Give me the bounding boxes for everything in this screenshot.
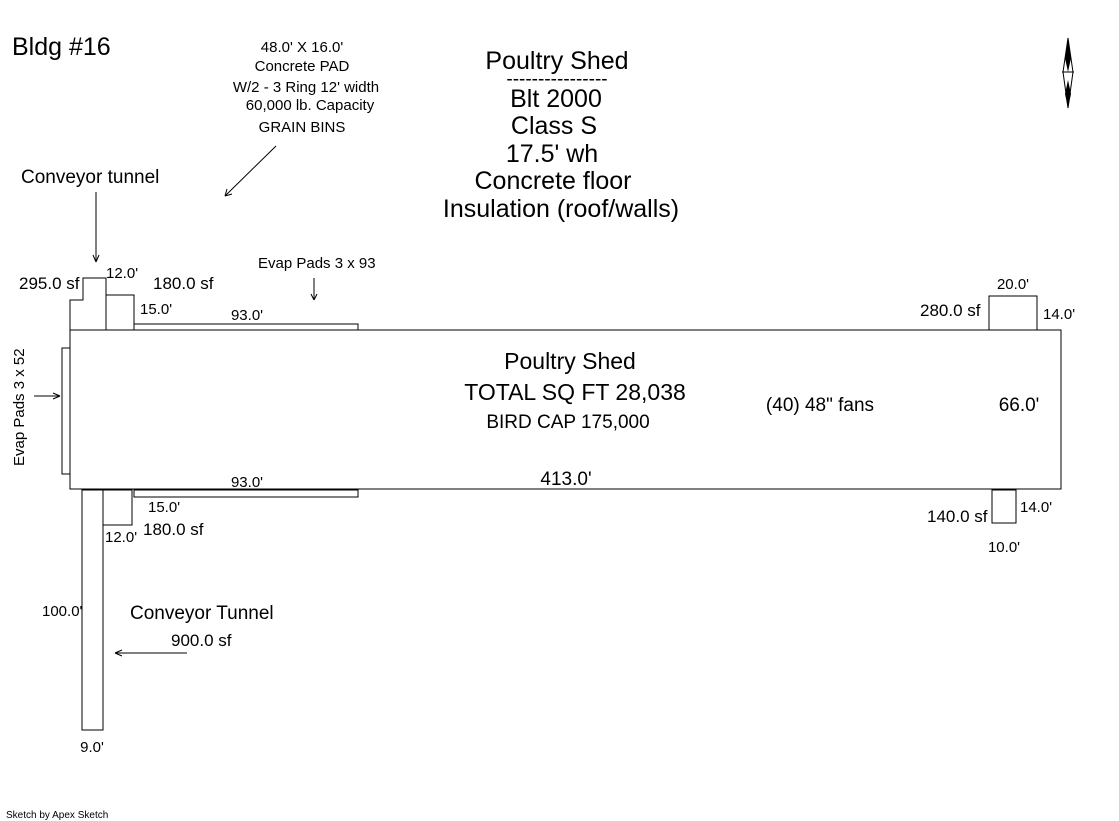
dim-label: 14.0' bbox=[1043, 306, 1076, 323]
bins-note-line: W/2 - 3 Ring 12' width bbox=[232, 79, 380, 96]
evap-left-arrow bbox=[34, 393, 60, 399]
dim-label: 12.0' bbox=[106, 265, 139, 282]
evap-pad-bottom bbox=[134, 490, 358, 497]
conveyor-bottom-arrow bbox=[115, 650, 187, 656]
area-label: 140.0 sf bbox=[927, 507, 988, 526]
evap-top-arrow bbox=[311, 278, 317, 300]
dim-label: 15.0' bbox=[148, 499, 181, 516]
dim-label: 15.0' bbox=[140, 301, 173, 318]
dim-label: 12.0' bbox=[105, 529, 138, 546]
header-line: Blt 2000 bbox=[510, 85, 602, 113]
total-sqft: TOTAL SQ FT 28,038 bbox=[464, 379, 686, 405]
dim-label: 93.0' bbox=[230, 307, 264, 324]
header-line: 17.5' wh bbox=[505, 140, 599, 168]
bins-note-line: 48.0' X 16.0' bbox=[260, 39, 344, 56]
area-label: 180.0 sf bbox=[143, 520, 204, 539]
evap-pad-left bbox=[62, 348, 70, 474]
top-right-addition bbox=[989, 296, 1037, 330]
header-line: Class S bbox=[510, 112, 598, 140]
bottom-left-addition bbox=[103, 490, 132, 525]
bins-note-line: GRAIN BINS bbox=[258, 119, 346, 136]
bins-note-line: Concrete PAD bbox=[254, 58, 350, 75]
main-building-name: Poultry Shed bbox=[504, 348, 636, 374]
area-label: 280.0 sf bbox=[920, 301, 981, 320]
dim-label: 93.0' bbox=[230, 474, 264, 491]
area-label: 295.0 sf bbox=[19, 274, 80, 293]
conveyor-bottom-label: Conveyor Tunnel bbox=[130, 603, 274, 624]
bins-note-line: 60,000 lb. Capacity bbox=[245, 97, 375, 114]
building-length-dim: 413.0' bbox=[540, 469, 592, 490]
header-divider: ---------------- bbox=[506, 69, 608, 90]
evap-top-label: Evap Pads 3 x 93 bbox=[258, 255, 376, 272]
building-label: Bldg #16 bbox=[12, 33, 111, 61]
grain-bins-note bbox=[233, 39, 379, 136]
header-line: Insulation (roof/walls) bbox=[442, 195, 680, 223]
area-label: 900.0 sf bbox=[171, 631, 232, 650]
header-title: Poultry Shed bbox=[485, 47, 629, 75]
dim-label: 9.0' bbox=[80, 739, 104, 756]
evap-left-label: Evap Pads 3 x 52 bbox=[11, 348, 28, 466]
conveyor-top-arrow bbox=[93, 192, 99, 262]
area-label: 180.0 sf bbox=[153, 274, 214, 293]
dim-label: 10.0' bbox=[987, 539, 1021, 556]
fans-note: (40) 48" fans bbox=[765, 395, 875, 416]
header-line: Concrete floor bbox=[474, 167, 632, 195]
bottom-right-addition bbox=[992, 490, 1016, 523]
bins-arrow bbox=[225, 146, 276, 196]
conveyor-tunnel-bottom bbox=[82, 490, 103, 730]
north-arrow-icon bbox=[1062, 38, 1074, 108]
dim-label: 14.0' bbox=[1020, 499, 1053, 516]
building-width-dim: 66.0' bbox=[998, 395, 1040, 416]
dim-label: 20.0' bbox=[996, 276, 1030, 293]
top-left-addition bbox=[106, 295, 134, 330]
header-block bbox=[443, 47, 679, 223]
bird-capacity: BIRD CAP 175,000 bbox=[486, 412, 650, 433]
dim-label: 100.0' bbox=[42, 603, 83, 620]
evap-pad-top bbox=[134, 324, 358, 330]
footer-credit: Sketch by Apex Sketch bbox=[6, 810, 109, 821]
conveyor-top-label: Conveyor tunnel bbox=[21, 167, 160, 188]
